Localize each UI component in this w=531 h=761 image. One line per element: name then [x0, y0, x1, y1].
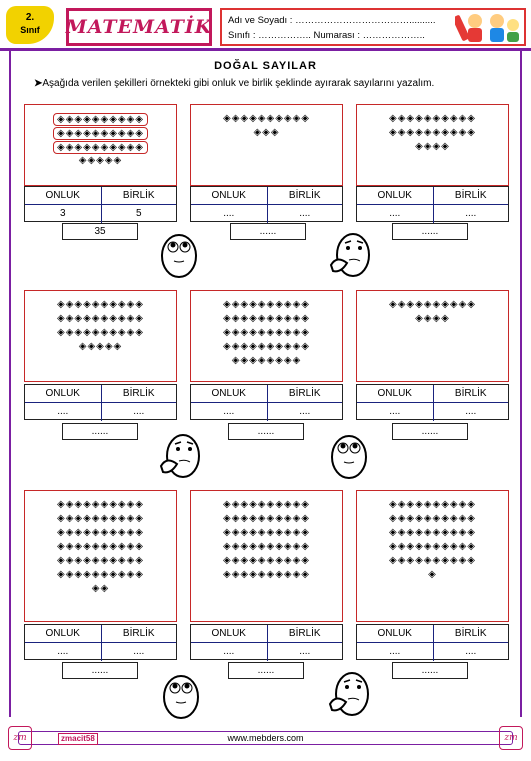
ones-header: BİRLİK [433, 625, 509, 643]
diamond-row: ◈◈◈◈◈◈◈◈◈◈ [223, 555, 310, 566]
diamond-row [25, 127, 176, 140]
tens-header: ONLUK [25, 625, 101, 643]
ones-answer[interactable]: .... [433, 205, 509, 223]
diamond-row: ◈◈◈◈◈◈◈◈◈◈ [223, 327, 310, 338]
ones-answer[interactable]: .... [267, 205, 343, 223]
kids-illustration-icon [455, 9, 523, 45]
tens-answer[interactable]: .... [223, 406, 235, 417]
diamond-row: ◈◈◈◈◈◈◈◈ [231, 355, 302, 366]
tens-header: ONLUK [357, 385, 433, 403]
zm-logo-right-icon: zm [499, 726, 523, 750]
diamond-row: ◈◈◈◈◈◈◈◈◈◈ [389, 541, 476, 552]
shape-panel [24, 104, 177, 186]
thinking-egg-icon [327, 229, 373, 279]
shape-panel [24, 290, 177, 382]
diamond-row: ◈◈◈◈◈◈◈◈◈◈ [389, 127, 476, 138]
place-value-table [190, 384, 343, 420]
total-answer[interactable]: ...... [230, 223, 306, 240]
place-value-table [24, 624, 177, 660]
diamond-row: ◈◈◈◈◈◈◈◈◈◈ [389, 555, 476, 566]
diamond-row: ◈◈◈◈◈◈◈◈◈◈ [57, 527, 144, 538]
place-value-table [356, 624, 509, 660]
ones-answer: 5 [101, 205, 177, 223]
left-border [9, 49, 11, 717]
thinking-egg-icon [157, 430, 203, 480]
total-answer[interactable]: ...... [228, 662, 304, 679]
diamond-row: ◈◈◈◈ [415, 313, 450, 324]
right-border [520, 49, 522, 717]
ones-answer[interactable]: .... [101, 643, 177, 661]
instruction [34, 78, 434, 89]
place-value-table [190, 186, 343, 222]
class-number-field[interactable]: Sınıfı : …………….. Numarası : ……………….. [228, 30, 425, 41]
diamond-row: ◈◈◈◈◈◈◈◈◈◈ [223, 299, 310, 310]
tens-answer[interactable]: .... [389, 208, 401, 219]
total-answer[interactable]: ...... [392, 662, 468, 679]
ten-group: ◈◈◈◈◈◈◈◈◈◈ [53, 113, 148, 126]
tens-header: ONLUK [25, 187, 101, 205]
place-value-table [356, 186, 509, 222]
shape-panel [190, 290, 343, 382]
egg-face-icon [158, 229, 200, 279]
diamond-row: ◈◈◈ [253, 127, 280, 138]
diamond-row: ◈◈◈◈◈◈◈◈◈◈ [57, 569, 144, 580]
ones-header: BİRLİK [267, 625, 343, 643]
tens-header: ONLUK [357, 625, 433, 643]
diamond-row: ◈◈◈◈◈◈◈◈◈◈ [389, 499, 476, 510]
diamond-row: ◈◈◈◈◈◈◈◈◈◈ [223, 341, 310, 352]
total-answer[interactable]: ...... [392, 223, 468, 240]
diamond-row [25, 141, 176, 154]
grade-number: 2. [25, 12, 35, 23]
tens-header: ONLUK [357, 187, 433, 205]
diamond-row: ◈◈◈◈◈◈◈◈◈◈ [389, 113, 476, 124]
diamond-row: ◈◈◈◈ [415, 141, 450, 152]
diamond-row: ◈◈◈◈◈◈◈◈◈◈ [223, 313, 310, 324]
tens-answer[interactable]: .... [389, 406, 401, 417]
ones-answer[interactable]: .... [267, 643, 343, 661]
shape-panel [356, 290, 509, 382]
diamond-row: ◈◈◈◈◈◈◈◈◈◈ [57, 555, 144, 566]
diamond-row: ◈◈◈◈◈◈◈◈◈◈ [223, 527, 310, 538]
grade-label: Sınıf [20, 25, 40, 35]
diamond-row: ◈◈◈◈◈◈◈◈◈◈ [57, 299, 144, 310]
ones-answer[interactable]: .... [101, 403, 177, 421]
tens-answer: 3 [59, 208, 66, 219]
diamond-row: ◈◈◈◈◈◈◈◈◈◈ [223, 513, 310, 524]
ten-group: ◈◈◈◈◈◈◈◈◈◈ [53, 127, 148, 140]
subject-title: MATEMATİK [66, 8, 212, 46]
place-value-table [190, 624, 343, 660]
tens-header: ONLUK [191, 385, 267, 403]
instruction-text: Aşağıda verilen şekilleri örnekteki gibi onluk ve birlik şeklinde ayırarak sayılarını yazalım. [42, 78, 435, 89]
tens-header: ONLUK [25, 385, 101, 403]
total-answer[interactable]: ...... [392, 423, 468, 440]
ones-answer[interactable]: .... [433, 403, 509, 421]
place-value-table [24, 186, 177, 222]
total-answer[interactable]: ...... [228, 423, 304, 440]
diamond-row: ◈◈◈◈◈◈◈◈◈◈ [389, 513, 476, 524]
diamond-row: ◈◈◈◈◈◈◈◈◈◈ [57, 513, 144, 524]
total-answer[interactable]: ...... [62, 423, 138, 440]
shape-panel [190, 490, 343, 622]
arrow-icon: ➤ [34, 78, 43, 89]
diamond-row: ◈◈◈◈◈ [78, 341, 123, 352]
ones-answer[interactable]: .... [267, 403, 343, 421]
diamond-row: ◈ [428, 569, 437, 580]
place-value-table [356, 384, 509, 420]
diamond-row: ◈◈◈◈◈◈◈◈◈◈ [223, 541, 310, 552]
ones-header: BİRLİK [433, 187, 509, 205]
shape-panel [356, 490, 509, 622]
ones-header: BİRLİK [433, 385, 509, 403]
total-answer: 35 [62, 223, 138, 240]
diamond-row: ◈◈◈◈◈◈◈◈◈◈ [389, 527, 476, 538]
tens-answer[interactable]: .... [57, 406, 69, 417]
footer-url[interactable]: www.mebders.com [227, 733, 304, 743]
total-answer[interactable]: ...... [62, 662, 138, 679]
ones-header: BİRLİK [267, 187, 343, 205]
ones-header: BİRLİK [101, 187, 177, 205]
page-title: DOĞAL SAYILAR [214, 60, 317, 72]
diamond-row: ◈◈◈◈◈◈◈◈◈◈ [57, 499, 144, 510]
tens-answer[interactable]: .... [223, 646, 235, 657]
egg-face-icon [328, 430, 370, 480]
shape-panel [190, 104, 343, 186]
grade-badge [6, 6, 54, 44]
ones-header: BİRLİK [267, 385, 343, 403]
ones-header: BİRLİK [101, 625, 177, 643]
header-rule [0, 48, 531, 51]
shape-panel [24, 490, 177, 622]
ones-header: BİRLİK [101, 385, 177, 403]
diamond-row: ◈◈◈◈◈◈◈◈◈◈ [223, 569, 310, 580]
name-field[interactable]: Adı ve Soyadı : ……………………………….......... [228, 15, 436, 26]
ones-answer[interactable]: .... [433, 643, 509, 661]
tens-answer[interactable]: .... [57, 646, 69, 657]
shape-panel [356, 104, 509, 186]
egg-face-icon [160, 670, 202, 720]
footer-username: zmacit58 [58, 733, 98, 745]
diamond-row: ◈◈◈◈◈◈◈◈◈◈ [223, 113, 310, 124]
diamond-row: ◈◈◈◈◈ [78, 155, 123, 166]
tens-answer[interactable]: .... [389, 646, 401, 657]
diamond-row: ◈◈◈◈◈◈◈◈◈◈ [57, 541, 144, 552]
diamond-row: ◈◈◈◈◈◈◈◈◈◈ [57, 313, 144, 324]
tens-header: ONLUK [191, 187, 267, 205]
diamond-row: ◈◈◈◈◈◈◈◈◈◈ [223, 499, 310, 510]
ten-group: ◈◈◈◈◈◈◈◈◈◈ [53, 141, 148, 154]
tens-header: ONLUK [191, 625, 267, 643]
tens-answer[interactable]: .... [223, 208, 235, 219]
zm-logo-left-icon: zm [8, 726, 32, 750]
diamond-row: ◈◈ [91, 583, 110, 594]
diamond-row: ◈◈◈◈◈◈◈◈◈◈ [57, 327, 144, 338]
place-value-table [24, 384, 177, 420]
diamond-row [25, 113, 176, 126]
thinking-egg-icon [326, 668, 372, 718]
diamond-row: ◈◈◈◈◈◈◈◈◈◈ [389, 299, 476, 310]
